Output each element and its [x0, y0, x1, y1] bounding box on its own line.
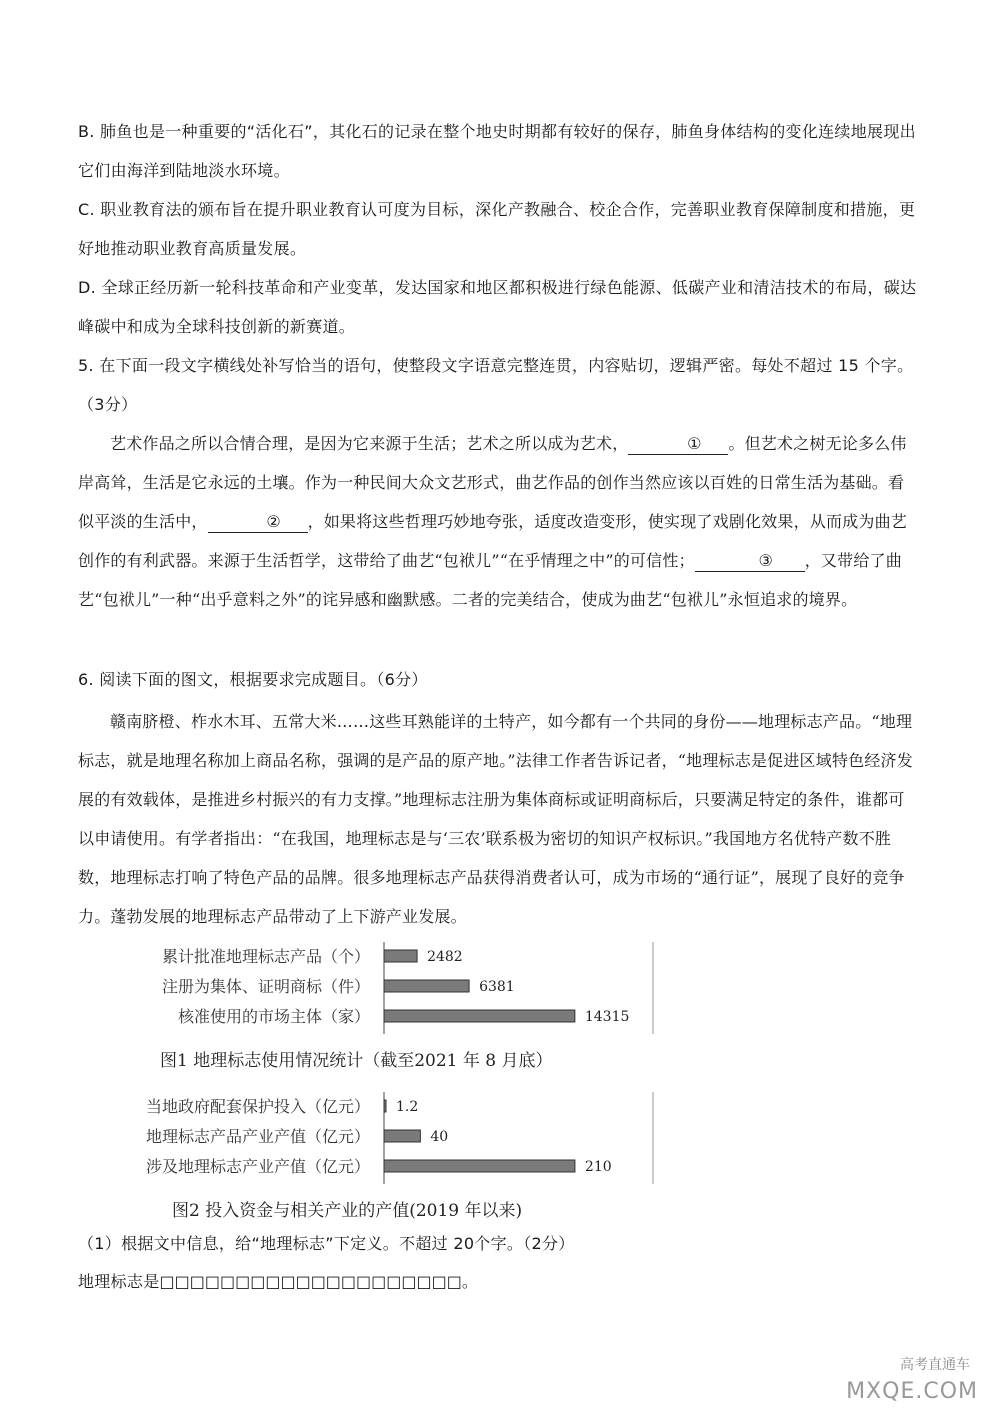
q5-text-4: ，又带给了曲艺“包袱儿”一种“出乎意料之外”的诧异感和幽默感。二者的完美结合，使成为曲艺“包袱儿”永恒追求的境界。	[78, 551, 902, 609]
question-6-prompt: 6. 阅读下面的图文，根据要求完成题目。（6分）	[78, 670, 428, 689]
option-d: D. 全球正经历新一轮科技革命和产业变革，发达国家和地区都积极进行绿色能源、低碳产业和清洁技术的布局，碳达峰碳中和成为全球科技创新的新赛道。	[78, 278, 917, 336]
q5-text-3: ，如果将这些哲理巧妙地夸张，适度改造变形，使实现了戏剧化效果，从而成为曲艺创作的有利武器。来源于生活哲学，这带给了曲艺“包袱儿”“在乎情理之中”的可信性；	[78, 512, 908, 570]
watermark-url: MXQE.COM	[846, 1379, 978, 1404]
chart-1-title: 图1 地理标志使用情况统计（截至2021 年 8 月底）	[160, 1051, 553, 1071]
chart-2-bar	[384, 1160, 575, 1172]
option-b: B. 肺鱼也是一种重要的“活化石”，其化石的记录在整个地史时期都有较好的保存，肺鱼身体结构的变化连续地展现出它们由海洋到陆地淡水环境。	[78, 122, 916, 180]
q5-text-2: 。但艺术之树无论多么伟岸高耸，生活是它永远的土壤。作为一种民间大众文艺形式，曲艺作品的创作当然应该以百姓的日常生活为基础。看似平淡的生活中，	[78, 434, 907, 531]
chart-figure-2	[78, 1088, 678, 1188]
chart-1-bar	[384, 950, 417, 962]
chart-2-category-label: 当地政府配套保护投入（亿元）	[145, 1097, 370, 1116]
watermark-line-1: 高考直通车	[900, 1357, 970, 1373]
chart-1-value-label: 2482	[427, 949, 463, 965]
answer-line	[78, 1262, 920, 1301]
chart-1-category-label: 核准使用的市场主体（家）	[177, 1007, 370, 1026]
q5-blank-2: ②	[208, 512, 308, 533]
q5-text-1: 艺术作品之所以合情合理，是因为它来源于生活；艺术之所以成为艺术，	[110, 434, 629, 453]
chart-1-svg	[78, 938, 678, 1038]
question-5-prompt: 5. 在下面一段文字横线处补写恰当的语句，使整段文字语意完整连贯，内容贴切，逻辑严密。每处不超过 15 个字。（3分）	[78, 356, 914, 414]
chart-1-bar	[384, 980, 469, 992]
q5-blank-1: ①	[628, 434, 728, 455]
chart-2-svg	[78, 1088, 678, 1188]
chart-figure-1	[78, 938, 678, 1038]
answer-boxes: □□□□□□□□□□□□□□□□□□□□。	[159, 1272, 478, 1291]
chart-2-category-label: 涉及地理标志产业产值（亿元）	[145, 1157, 370, 1176]
option-c: C. 职业教育法的颁布旨在提升职业教育认可度为目标，深化产教融合、校企合作，完善职业教育保障制度和措施，更好地推动职业教育高质量发展。	[78, 200, 916, 258]
chart-1-category-label: 累计批准地理标志产品（个）	[161, 947, 370, 966]
chart-2-value-label: 40	[430, 1129, 449, 1145]
chart-2-value-label: 210	[584, 1159, 612, 1175]
chart-2-category-label: 地理标志产品产业产值（亿元）	[145, 1127, 370, 1146]
answer-prefix: 地理标志是	[78, 1272, 160, 1291]
q5-blank-3: ③	[695, 551, 805, 572]
chart-2-bar	[384, 1100, 386, 1112]
question-6-sub-1: （1）根据文中信息，给“地理标志”下定义。不超过 20个字。（2分）	[78, 1234, 575, 1253]
chart-2-bar	[384, 1130, 420, 1142]
chart-2-title: 图2 投入资金与相关产业的产值(2019 年以来)	[172, 1201, 523, 1221]
question-6-passage: 赣南脐橙、柞水木耳、五常大米……这些耳熟能详的土特产，如今都有一个共同的身份——地理标志产品。“地理标志，就是地理名称加上商品名称，强调的是产品的原产地。”法律工作者告诉记者，“地理标志是促进区域特色经济发展的有效载体，是推进乡村振兴的有力支撑。”地理标志注册为集体商标或证明商标后，只要满足特定的条件，谁都可以申请使用。有学者指出：“在我国，地理标志是与‘三农’联系极为密切的知识产权标识。”我国地方名优特产数不胜数，地理标志打响了特色产品的品牌。很多地理标志产品获得消费者认可，成为市场的“通行证”，展现了良好的竞争力。蓬勃发展的地理标志产品带动了上下游产业发展。	[78, 712, 913, 926]
chart-2-value-label: 1.2	[396, 1099, 419, 1115]
chart-1-category-label: 注册为集体、证明商标（件）	[161, 977, 370, 996]
chart-1-value-label: 14315	[584, 1009, 630, 1025]
chart-1-value-label: 6381	[479, 979, 515, 995]
chart-1-bar	[384, 1010, 575, 1022]
question-5-passage	[78, 424, 920, 619]
